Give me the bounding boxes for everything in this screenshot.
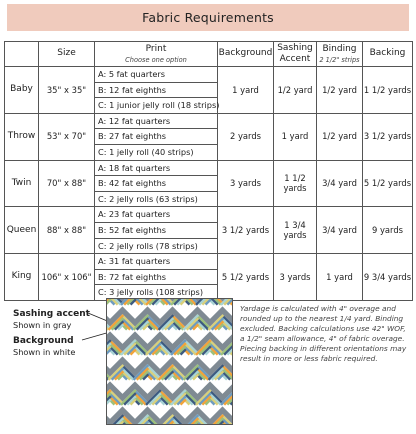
print-option: C: 1 junior jelly roll (18 strips) bbox=[98, 100, 220, 111]
background-cell: 3 1/2 yards bbox=[218, 207, 274, 254]
legend-sashing-title: Sashing accent bbox=[13, 309, 90, 319]
row-label: Baby bbox=[5, 67, 39, 114]
background-cell: 2 yards bbox=[218, 113, 274, 160]
col-header-size: Size bbox=[39, 42, 95, 67]
backing-cell: 5 1/2 yards bbox=[363, 160, 413, 207]
print-option: A: 31 fat quarters bbox=[95, 254, 217, 270]
print-option: B: 52 fat eighths bbox=[95, 223, 217, 239]
row-label: Twin bbox=[5, 160, 39, 207]
print-option: A: 18 fat quarters bbox=[95, 161, 217, 177]
binding-cell: 3/4 yard bbox=[317, 207, 363, 254]
backing-cell: 9 3/4 yards bbox=[363, 254, 413, 301]
sashing-cell: 1 1/2 yards bbox=[274, 160, 317, 207]
background-cell: 5 1/2 yards bbox=[218, 254, 274, 301]
print-option: B: 27 fat eighths bbox=[95, 129, 217, 145]
backing-cell: 1 1/2 yards bbox=[363, 67, 413, 114]
row-label: Queen bbox=[5, 207, 39, 254]
col-header-binding: Binding 2 1/2" strips bbox=[317, 42, 363, 67]
print-option: C: 2 jelly rolls (78 strips) bbox=[98, 240, 198, 251]
print-subheader: Choose one option bbox=[125, 55, 187, 64]
row-label: King bbox=[5, 254, 39, 301]
print-option: B: 12 fat eighths bbox=[95, 83, 217, 99]
row-label: Throw bbox=[5, 113, 39, 160]
legend-background-title: Background bbox=[13, 336, 74, 346]
sashing-cell: 3 yards bbox=[274, 254, 317, 301]
size-cell: 53" x 70" bbox=[39, 113, 95, 160]
background-cell: 3 yards bbox=[218, 160, 274, 207]
col-header-sashing: Sashing Accent bbox=[274, 42, 317, 67]
print-option: C: 1 jelly roll (40 strips) bbox=[98, 146, 194, 157]
print-option: A: 5 fat quarters bbox=[95, 67, 217, 83]
size-cell: 88" x 88" bbox=[39, 207, 95, 254]
background-cell: 1 yard bbox=[218, 67, 274, 114]
legend-sashing-sub: Shown in gray bbox=[13, 320, 72, 331]
page-title: Fabric Requirements bbox=[142, 10, 274, 25]
quilt-illustration bbox=[106, 298, 233, 425]
col-header-backing: Backing bbox=[363, 42, 413, 67]
legend-background-sub: Shown in white bbox=[13, 347, 76, 358]
binding-cell: 1/2 yard bbox=[317, 67, 363, 114]
binding-subheader: 2 1/2" strips bbox=[319, 55, 360, 64]
col-header-print: Print Choose one option bbox=[95, 42, 218, 67]
print-option: B: 42 fat eighths bbox=[95, 176, 217, 192]
print-option: B: 72 fat eighths bbox=[95, 270, 217, 286]
size-cell: 106" x 106" bbox=[39, 254, 95, 301]
binding-cell: 3/4 yard bbox=[317, 160, 363, 207]
sashing-cell: 1 yard bbox=[274, 113, 317, 160]
backing-cell: 9 yards bbox=[363, 207, 413, 254]
sashing-cell: 1 3/4 yards bbox=[274, 207, 317, 254]
col-header-background: Background bbox=[218, 42, 274, 67]
size-cell: 70" x 88" bbox=[39, 160, 95, 207]
print-option: C: 3 jelly rolls (108 strips) bbox=[98, 287, 204, 298]
size-cell: 35" x 35" bbox=[39, 67, 95, 114]
binding-cell: 1/2 yard bbox=[317, 113, 363, 160]
sashing-cell: 1/2 yard bbox=[274, 67, 317, 114]
print-option: A: 12 fat quarters bbox=[95, 114, 217, 130]
binding-cell: 1 yard bbox=[317, 254, 363, 301]
backing-cell: 3 1/2 yards bbox=[363, 113, 413, 160]
print-option: A: 23 fat quarters bbox=[95, 207, 217, 223]
yardage-note: Yardage is calculated with 4" overage and rounded up to the nearest 1/4 yard. Binding excluded. Backing calculations use 42" WOF, a 1/2" seam allowance, 4" of fabric overage. Piecing backing in different orientations may result in more or less fabric required. bbox=[240, 304, 407, 363]
print-option: C: 2 jelly rolls (63 strips) bbox=[98, 193, 198, 204]
